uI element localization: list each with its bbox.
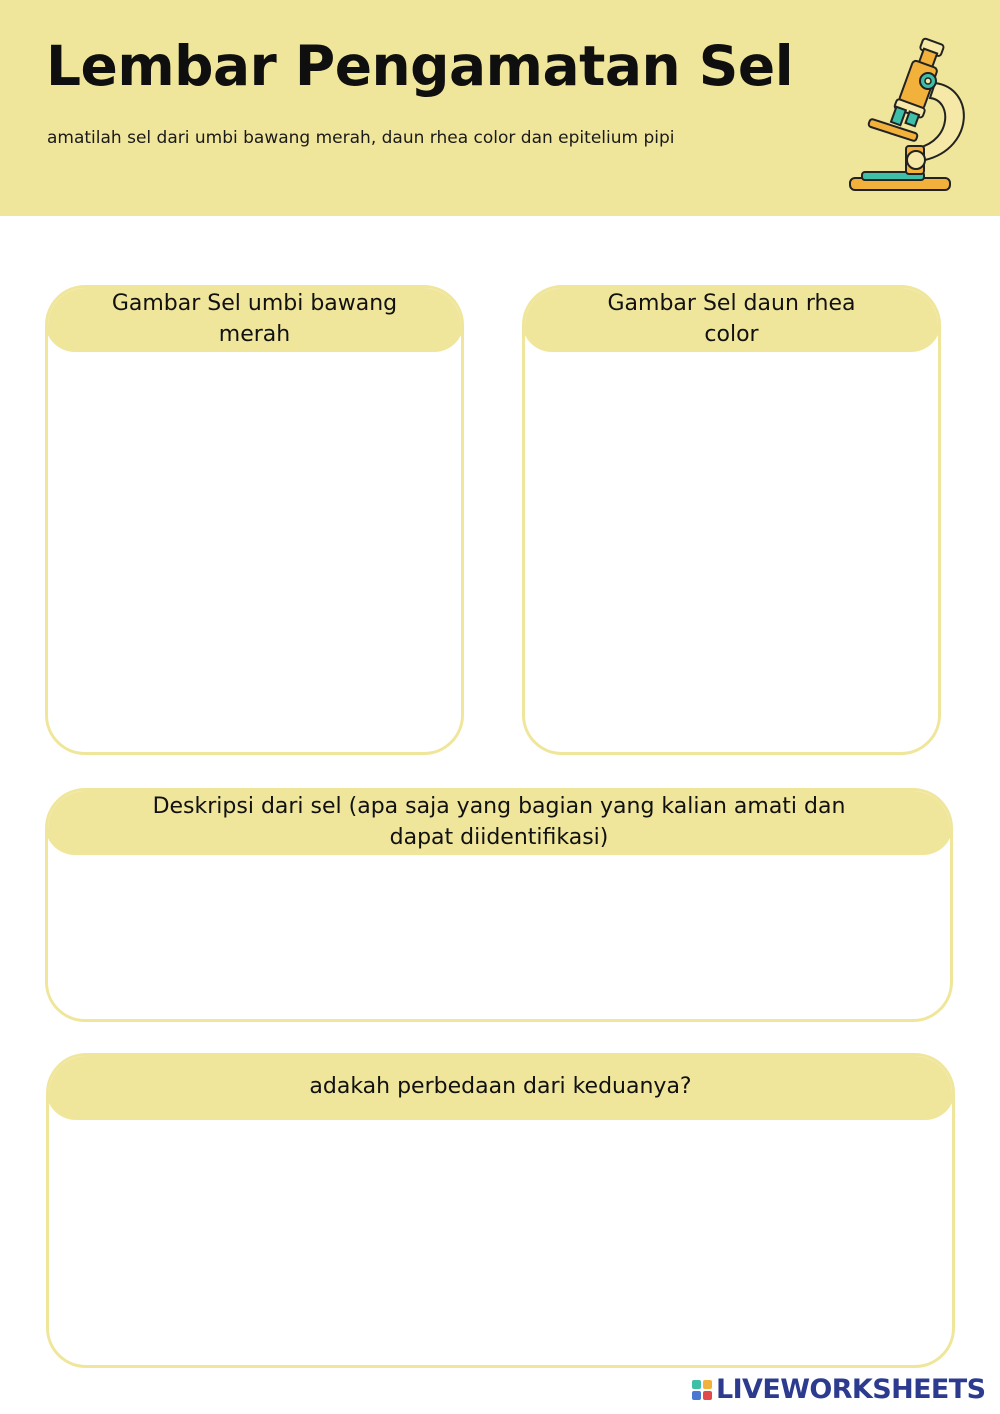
cell-description-box: [45, 788, 953, 1022]
differences-answer-area[interactable]: [49, 1120, 952, 1365]
card-header: [522, 285, 941, 352]
card-title: Gambar Sel daun rhea color: [607, 290, 856, 347]
card-header: [45, 788, 953, 855]
drawing-area[interactable]: [48, 352, 461, 752]
card-title: adakah perbedaan dari keduanya?: [309, 1074, 692, 1099]
page-title: Lembar Pengamatan Sel: [46, 34, 794, 98]
card-title: Deskripsi dari sel (apa saja yang bagian yang kalian amati dan dapat diidentifikasi): [152, 793, 846, 850]
drawing-area[interactable]: [525, 352, 938, 752]
microscope-icon: [840, 28, 980, 198]
description-answer-area[interactable]: [48, 855, 950, 1019]
logo-text: LIVEWORKSHEETS: [716, 1374, 986, 1405]
liveworksheets-logo[interactable]: [692, 1374, 985, 1406]
card-title: Gambar Sel umbi bawang merah: [111, 290, 398, 347]
page-subtitle: amatilah sel dari umbi bawang merah, daun rhea color dan epitelium pipi: [47, 128, 675, 148]
rhoeo-cell-drawing-box: [522, 285, 941, 755]
card-header: [45, 285, 464, 352]
card-header: [46, 1053, 955, 1120]
onion-cell-drawing-box: [45, 285, 464, 755]
liveworksheets-logo-icon: [692, 1380, 712, 1400]
differences-box: [46, 1053, 955, 1368]
header-banner: [0, 0, 1000, 216]
